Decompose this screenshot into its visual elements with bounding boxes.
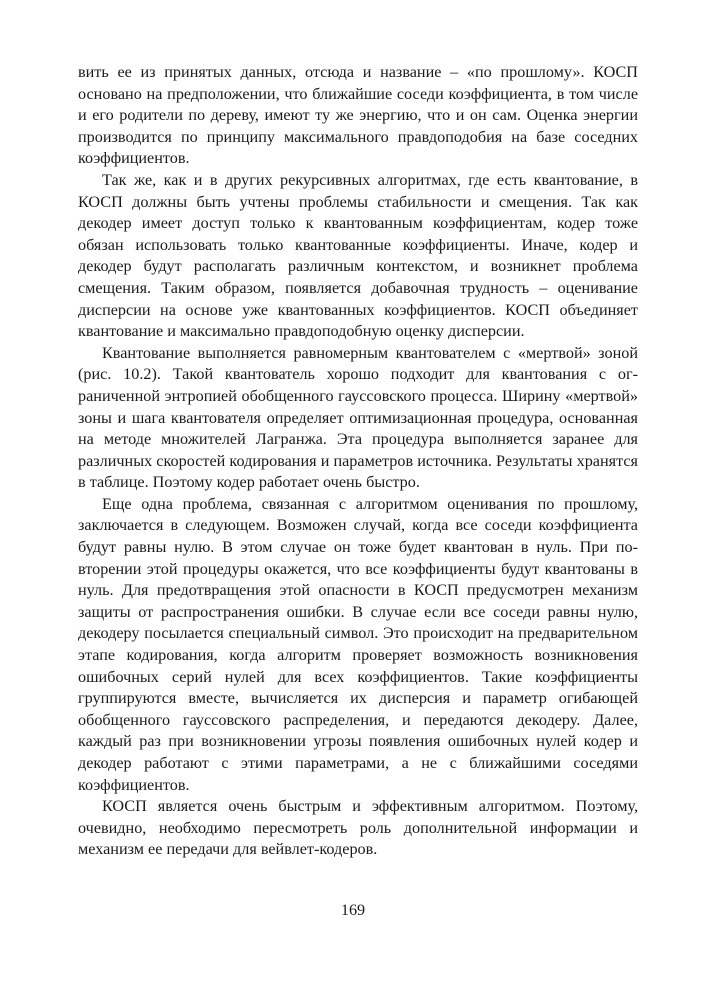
- paragraph-3: Квантование выполняется равномерным квантователем с «мертвой» зоной (рис. 10.2). Такой квантователь хорошо подходит для квантования с ограниченной энтропией обобщенного гауссовского процесса. Ширину «мертвой» зоны и шага квантователя определяет оптимизационная процедура, основанная на методе множителей Лагранжа. Эта процедура выполняется заранее для различных скоростей кодирования и параметров источника. Результаты хранятся в таблице. Поэтому кодер работает очень быстро.: [78, 343, 638, 492]
- paragraph-1: вить ее из принятых данных, отсюда и название – «по прошлому». КОСП основано на предположении, что ближайшие соседи коэффициента, в том числе и его родители по дереву, имеют ту же энергию, что и он сам. Оценка энергии производится по принципу максимального правдоподобия на базе соседних коэффициентов.: [78, 63, 638, 168]
- document-body: [78, 62, 638, 861]
- page-number: 169: [340, 901, 366, 919]
- paragraph-5: КОСП является очень быстрым и эффективным алгоритмом. Поэтому, очевидно, необходимо пересмотреть роль дополнительной информации и механизм ее передачи для вейвлет-кодеров.: [78, 797, 638, 859]
- paragraph-4: Еще одна проблема, связанная с алгоритмом оценивания по прошлому, заключается в следующем. Возможен случай, когда все соседи коэффициента будут равны нулю. В этом случае он тоже будет квантован в нуль. При повторении этой процедуры окажется, что все коэффициенты будут квантованы в нуль. Для предотвращения этой опасности в КОСП предусмотрен механизм защиты от распространения ошибки. В случае если все соседи равны нулю, декодеру посылается специальный символ. Это происходит на предварительном этапе кодирования, когда алгоритм проверяет возможность возникновения ошибочных серий нулей для всех коэффициентов. Такие коэффициенты группируются вместе, вычисляется их дисперсия и параметр огибающей обобщенного гауссовского распределения, и передаются декодеру. Далее, каждый раз при возникновении угрозы появления ошибочных нулей кодер и декодер работают с этими параметрами, а не с ближайшими соседями коэффициентов.: [78, 494, 638, 794]
- paragraph-2: Так же, как и в других рекурсивных алгоритмах, где есть квантование, в КОСП должны быть учтены проблемы стабильности и смещения. Так как декодер имеет доступ только к квантованным коэффициентам, кодер тоже обязан использовать только квантованные коэффициенты. Иначе, кодер и декодер будут располагать различным контекстом, и возникнет проблема смещения. Таким образом, появляется добавочная трудность – оценивание дисперсии на основе уже квантованных коэффициентов. КОСП объединяет квантование и максимально правдоподобную оценку дисперсии.: [78, 170, 638, 341]
